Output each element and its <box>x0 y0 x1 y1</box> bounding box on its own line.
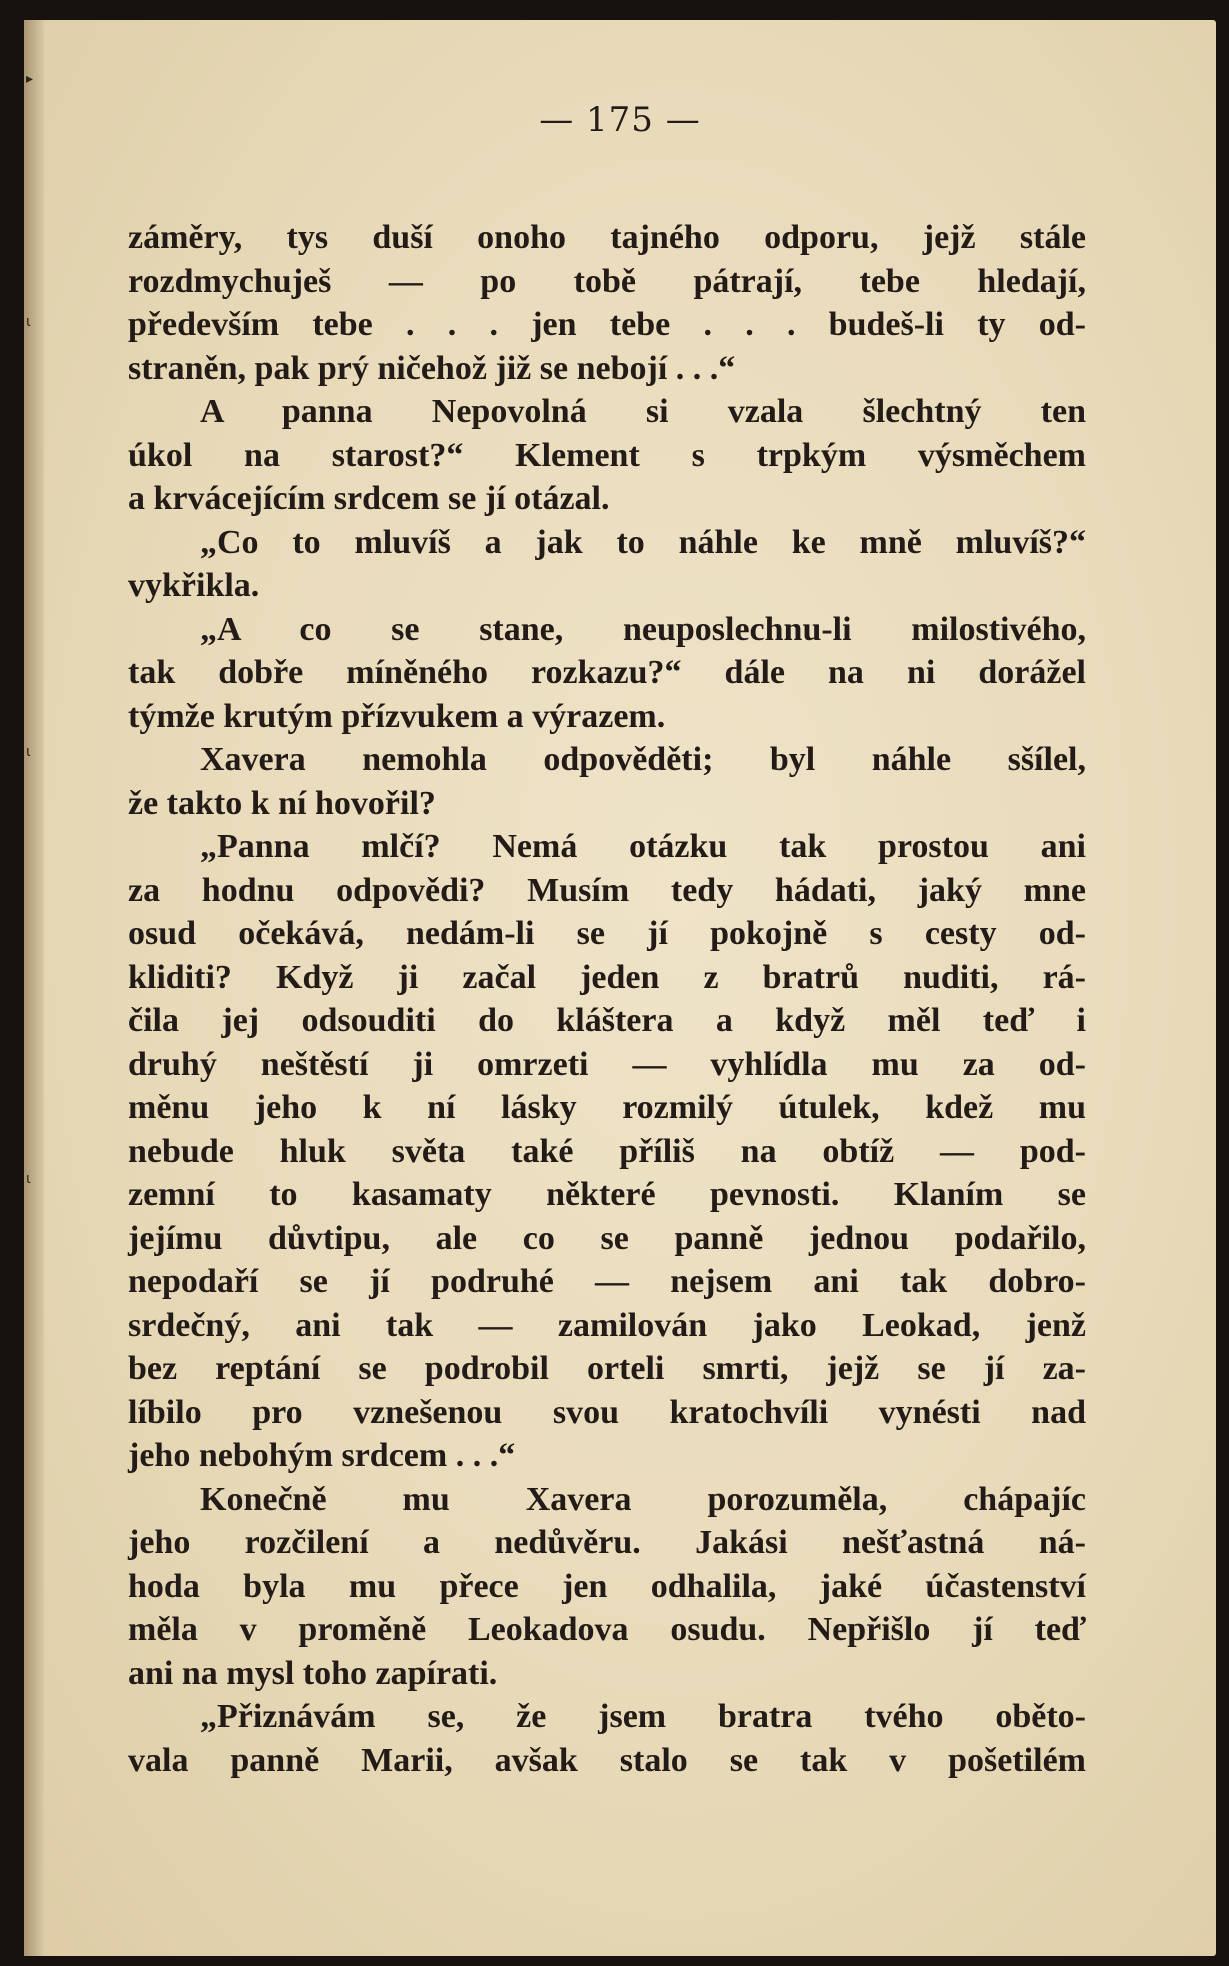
text-line: tak dobře míněného rozkazu?“ dále na ni dorážel <box>128 654 1086 691</box>
text-line: osud očekává, nedám-li se jí pokojně s cesty od- <box>128 915 1086 952</box>
text-line: Xavera nemohla odpověděti; byl náhle sšílel, <box>200 741 1086 778</box>
book-page <box>24 20 1216 1956</box>
text-line: ani na mysl toho zapírati. <box>128 1654 498 1692</box>
text-line: A panna Nepovolná si vzala šlechtný ten <box>200 393 1086 430</box>
text-line: a krvácejícím srdcem se jí otázal. <box>128 480 610 517</box>
text-line: že takto k ní hovořil? <box>128 784 436 822</box>
text-line: zemní to kasamaty některé pevnosti. Klaním se <box>128 1176 1086 1213</box>
text-line: měla v proměně Leokadova osudu. Nepřišlo jí teď <box>128 1611 1086 1648</box>
text-line: srdečný, ani tak — zamilován jako Leokad, jenž <box>128 1306 1086 1344</box>
page-body-text <box>128 216 1086 1782</box>
text-line: nepodaří se jí podruhé — nejsem ani tak dobro- <box>128 1263 1086 1300</box>
text-line: jejímu důvtipu, ale co se panně jednou podařilo, <box>128 1219 1086 1257</box>
text-line: líbilo pro vznešenou svou kratochvíli vynésti nad <box>128 1393 1086 1431</box>
text-line: za hodnu odpovědi? Musím tedy hádati, jaký mne <box>128 871 1086 909</box>
text-line: „Panna mlčí? Nemá otázku tak prostou ani <box>200 828 1086 865</box>
margin-mark: ι <box>26 314 31 330</box>
text-line: týmže krutým přízvukem a výrazem. <box>128 697 666 735</box>
margin-mark: ι <box>26 744 31 760</box>
text-line: kliditi? Když ji začal jeden z bratrů nuditi, rá- <box>128 958 1086 996</box>
text-line: Konečně mu Xavera porozuměla, chápajíc <box>200 1480 1086 1518</box>
text-line: „Co to mluvíš a jak to náhle ke mně mluvíš?“ <box>200 523 1086 561</box>
text-line: vala panně Marii, avšak stalo se tak v pošetilém <box>128 1741 1086 1779</box>
page-spine-edge <box>24 20 44 1956</box>
text-line: nebude hluk světa také příliš na obtíž — pod- <box>128 1132 1086 1170</box>
text-line: záměry, tys duší onoho tajného odporu, jejž stále <box>128 219 1086 256</box>
text-line: „A co se stane, neuposlechnu-li milostivého, <box>200 610 1086 648</box>
text-line: bez reptání se podrobil orteli smrti, jejž se jí za- <box>128 1350 1086 1387</box>
margin-mark: ι <box>26 1171 31 1187</box>
text-line: vykřikla. <box>128 567 260 604</box>
text-line: druhý neštěstí ji omrzeti — vyhlídla mu za od- <box>128 1045 1086 1083</box>
page-number: — 175 — <box>539 100 701 140</box>
text-line: především tebe . . . jen tebe . . . budeš-li ty od- <box>128 306 1086 343</box>
margin-mark: ▸ <box>26 71 34 87</box>
text-line: měnu jeho k ní lásky rozmilý útulek, kdež mu <box>128 1089 1086 1126</box>
text-line: rozdmychuješ — po tobě pátrají, tebe hledají, <box>128 262 1086 300</box>
text-line: jeho nebohým srdcem . . .“ <box>128 1437 516 1474</box>
text-line: straněn, pak prý ničehož již se nebojí . . .“ <box>128 349 736 387</box>
text-line: čila jej odsouditi do kláštera a když měl teď i <box>128 1002 1086 1039</box>
text-line: hoda byla mu přece jen odhalila, jaké účastenství <box>128 1567 1086 1605</box>
text-line: úkol na starost?“ Klement s trpkým výsměchem <box>128 436 1086 474</box>
text-line: „Přiznávám se, že jsem bratra tvého obětо- <box>200 1698 1086 1735</box>
text-line: jeho rozčilení a nedůvěru. Jakási nešťastná ná- <box>128 1524 1086 1561</box>
